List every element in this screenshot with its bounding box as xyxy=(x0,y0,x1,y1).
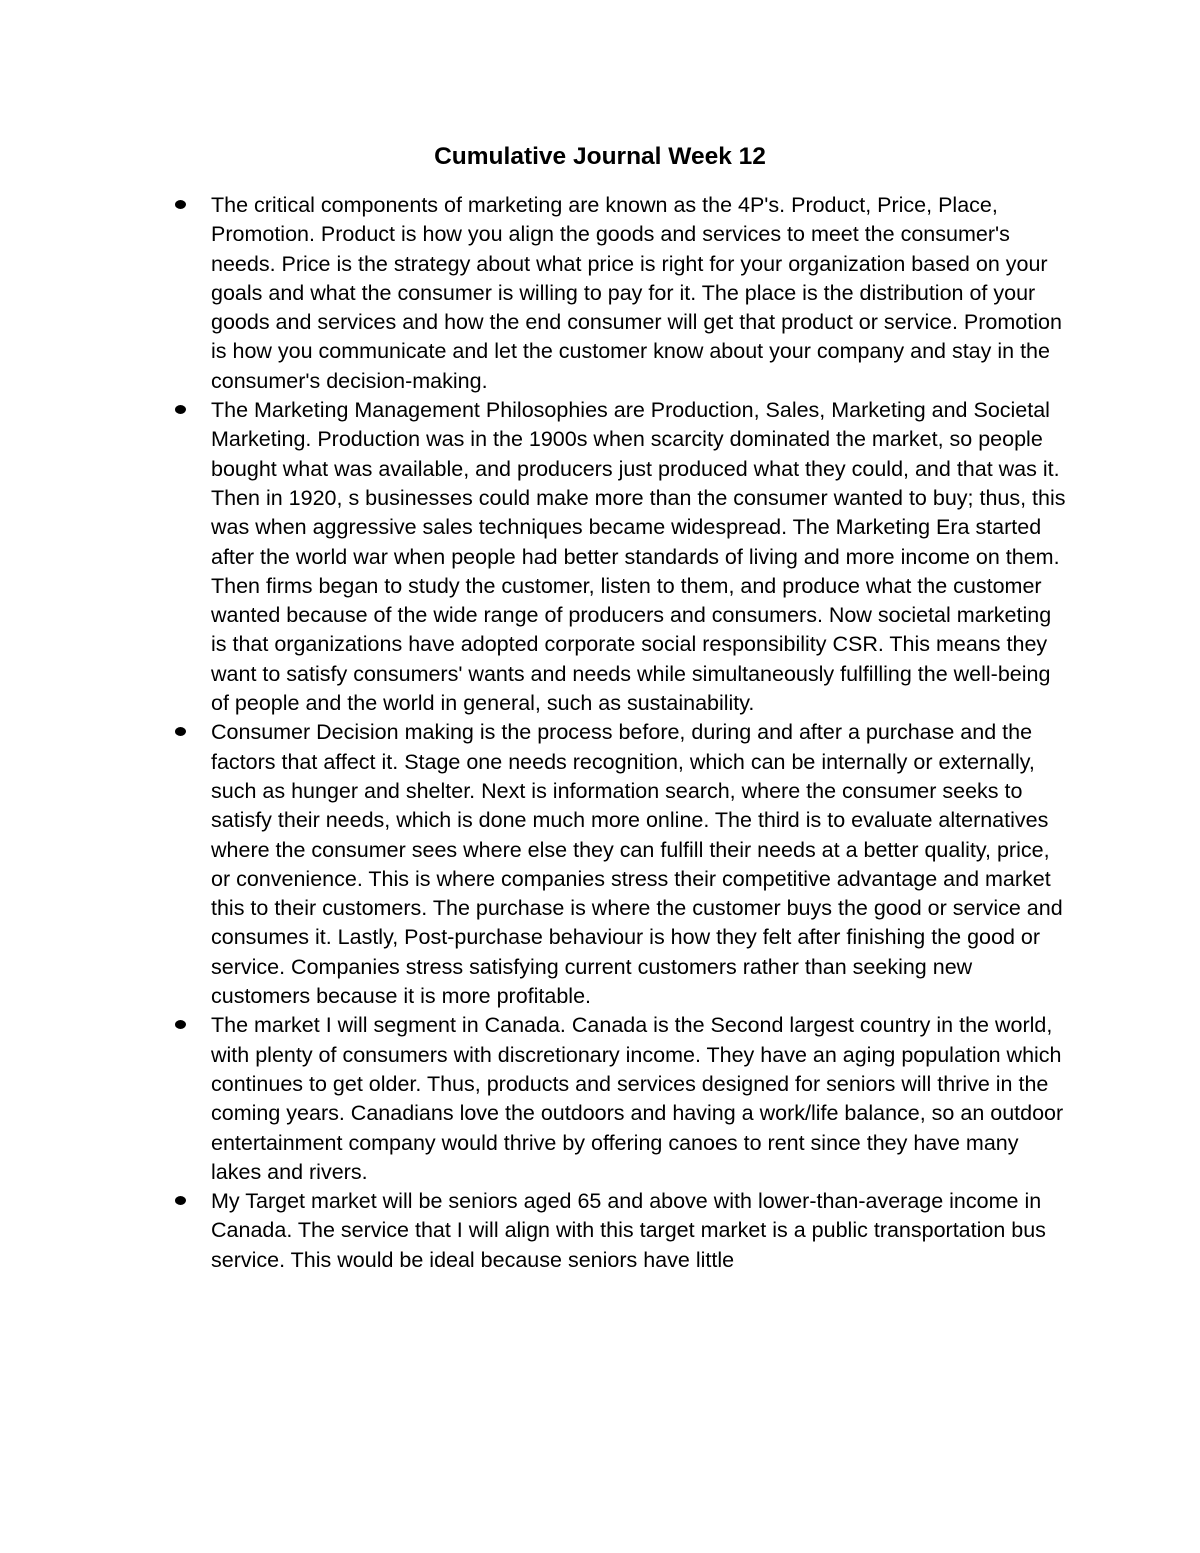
bullet-text: Consumer Decision making is the process before, during and after a purchase and the factors that affect it. Stage one needs recognition, which can be internally or externally, such as hunger and shelter. Next is information search, where the consumer seeks to satisfy their needs, which is done much more online. The third is to evaluate alternatives where the consumer sees where else they can fulfill their needs at a better quality, price, or convenience. This is where companies stress their competitive advantage and market this to their customers. The purchase is where the customer buys the good or service and consumes it. Lastly, Post-purchase behaviour is how they felt after finishing the good or service. Companies stress satisfying current customers rather than seeking new customers because it is more profitable. xyxy=(211,720,1063,1009)
list-item xyxy=(0,1187,1071,1275)
bullet-icon xyxy=(175,1196,186,1205)
bullet-icon xyxy=(175,1020,186,1029)
bullet-text: My Target market will be seniors aged 65 and above with lower-than-average income in Canada. The service that I will align with this target market is a public transportation bus service. This would be ideal because seniors have little xyxy=(211,1189,1046,1272)
bullet-icon xyxy=(175,727,186,736)
list-item xyxy=(0,396,1071,718)
bullet-icon xyxy=(175,405,186,414)
bullet-list xyxy=(0,191,1200,1275)
bullet-text: The market I will segment in Canada. Canada is the Second largest country in the world, with plenty of consumers with discretionary income. They have an aging population which continues to get older. Thus, products and services designed for seniors will thrive in the coming years. Canadians love the outdoors and having a work/life balance, so an outdoor entertainment company would thrive by offering canoes to rent since they have many lakes and rivers. xyxy=(211,1013,1064,1184)
bullet-text: The Marketing Management Philosophies are Production, Sales, Marketing and Societal Marketing. Production was in the 1900s when scarcity dominated the market, so people bought what was available, and producers just produced what they could, and that was it. Then in 1920, s businesses could make more than the consumer wanted to buy; thus, this was when aggressive sales techniques became widespread. The Marketing Era started after the world war when people had better standards of living and more income on them. Then firms began to study the customer, listen to them, and produce what the customer wanted because of the wide range of producers and consumers. Now societal marketing is that organizations have adopted corporate social responsibility CSR. This means they want to satisfy consumers' wants and needs while simultaneously fulfilling the well-being of people and the world in general, such as sustainability. xyxy=(211,398,1066,716)
list-item xyxy=(0,1011,1071,1187)
list-item xyxy=(0,718,1071,1011)
bullet-icon xyxy=(175,200,186,209)
bullet-text: The critical components of marketing are known as the 4P's. Product, Price, Place, Promotion. Product is how you align the goods and services to meet the consumer's needs. Price is the strategy about what price is right for your organization based on your goals and what the consumer is willing to pay for it. The place is the distribution of your goods and services and how the end consumer will get that product or service. Promotion is how you communicate and let the customer know about your company and stay in the consumer's decision-making. xyxy=(211,193,1062,393)
page-title: Cumulative Journal Week 12 xyxy=(434,143,766,170)
list-item xyxy=(0,191,1071,396)
